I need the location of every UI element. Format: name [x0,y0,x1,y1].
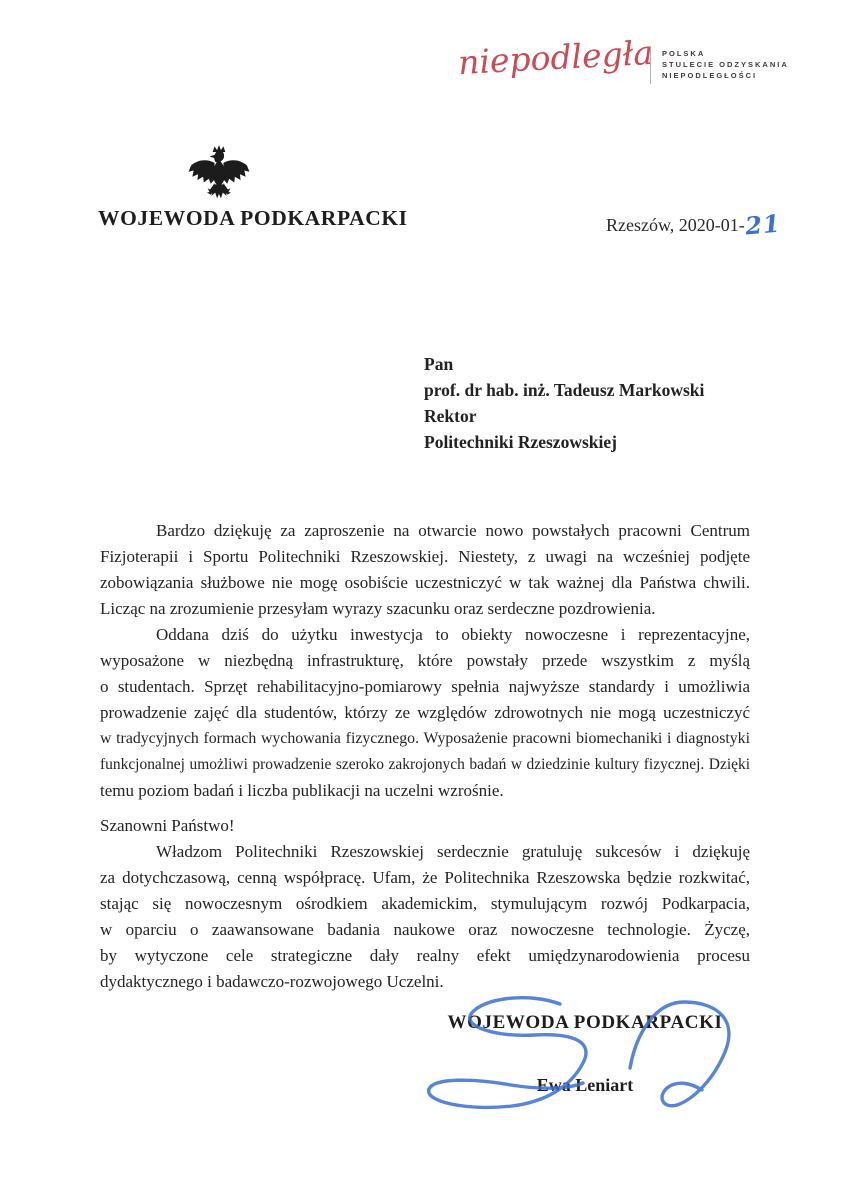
body-text-line: Oddana dziś do użytku inwestycja to obiekty nowoczesne i reprezentacyjne, [156,625,750,644]
body-text-line: Fizjoterapii i Sportu Politechniki Rzeszowskiej. Niestety, z uwagi na wcześniej podjęte [100,547,750,566]
body-text-line: prowadzenie zajęć dla studentów, którzy ze względów zdrowotnych nie mogą uczestniczyć [100,703,750,722]
body-paragraph-3 [100,839,750,995]
logo-divider [650,46,651,84]
body-text-line: za dotychczasową, cenną współpracę. Ufam, że Politechnika Rzeszowska będzie rozkwitać, [100,868,750,887]
signature-block [390,1012,780,1096]
body-text-line: temu poziom badań i liczba publikacji na uczelni wzrośnie. [100,781,504,800]
body-text-line: wyposażone w niezbędną infrastrukturę, które powstały przede wszystkim z myślą [100,651,750,670]
addressee-line: Politechniki Rzeszowskiej [424,432,617,452]
body-text-line: o studentach. Sprzęt rehabilitacyjno-pomiarowy spełnia najwyższe standardy i umożliwia [100,677,750,696]
signoff-name: Ewa Leniart [536,1075,634,1095]
body-text-line: funkcjonalnej umożliwi prowadzenie szeroko zakrojonych badań w dziedzinie kultury fizycznej. Dzięki [100,756,750,773]
office-title: WOJEWODA PODKARPACKI [98,206,408,230]
letter-body [100,518,750,995]
signoff-office-title: WOJEWODA PODKARPACKI [447,1012,723,1033]
body-text-line: w tradycyjnych formach wychowania fizycznego. Wyposażenie pracowni biomechaniki i diagnostyki [100,730,750,747]
addressee-block [424,351,704,455]
salutation: Szanowni Państwo! [100,816,235,835]
place-and-date [606,208,782,241]
niepodlegla-script-text: niepodległa [457,32,654,83]
addressee-line: Pan [424,354,454,374]
niepodlegla-logo [450,32,810,106]
handwritten-day: 21 [743,208,782,241]
body-text-line: dydaktycznego i badawczo-rozwojowego Uczelni. [100,972,444,991]
body-text-line: Władzom Politechniki Rzeszowskiej serdecznie gratuluję sukcesów i dziękuję [156,842,750,861]
logo-caption-line: POLSKA [662,49,706,58]
body-text-line: zobowiązania służbowe nie mogę osobiście uczestniczyć w tak ważnej dla Państwa chwili. [100,573,750,592]
date-printed: Rzeszów, 2020-01- [606,215,745,235]
body-text-line: Bardzo dziękuję za zaproszenie na otwarcie nowo powstałych pracowni Centrum [156,521,750,540]
body-paragraph-1 [100,518,750,622]
addressee-line: Rektor [424,406,477,426]
body-text-line: by wytyczone cele strategiczne dały realny efekt umiędzynarodowienia procesu [100,946,750,965]
logo-caption-line: STULECIE ODZYSKANIA [662,60,789,69]
body-text-line: stając się nowoczesnym ośrodkiem akademickim, stymulującym rozwój Podkarpacia, [100,894,750,913]
logo-caption-line: NIEPODLEGŁOŚCI [662,71,758,80]
body-text-line: Licząc na zrozumienie przesyłam wyrazy szacunku oraz serdeczne pozdrowienia. [100,599,656,618]
addressee-line: prof. dr hab. inż. Tadeusz Markowski [424,380,705,400]
body-paragraph-2 [100,622,750,804]
polish-eagle-emblem-icon [186,139,252,207]
body-text-line: w oparciu o zaawansowane badania naukowe oraz nowoczesne technologie. Życzę, [100,920,750,939]
logo-caption [662,48,789,81]
